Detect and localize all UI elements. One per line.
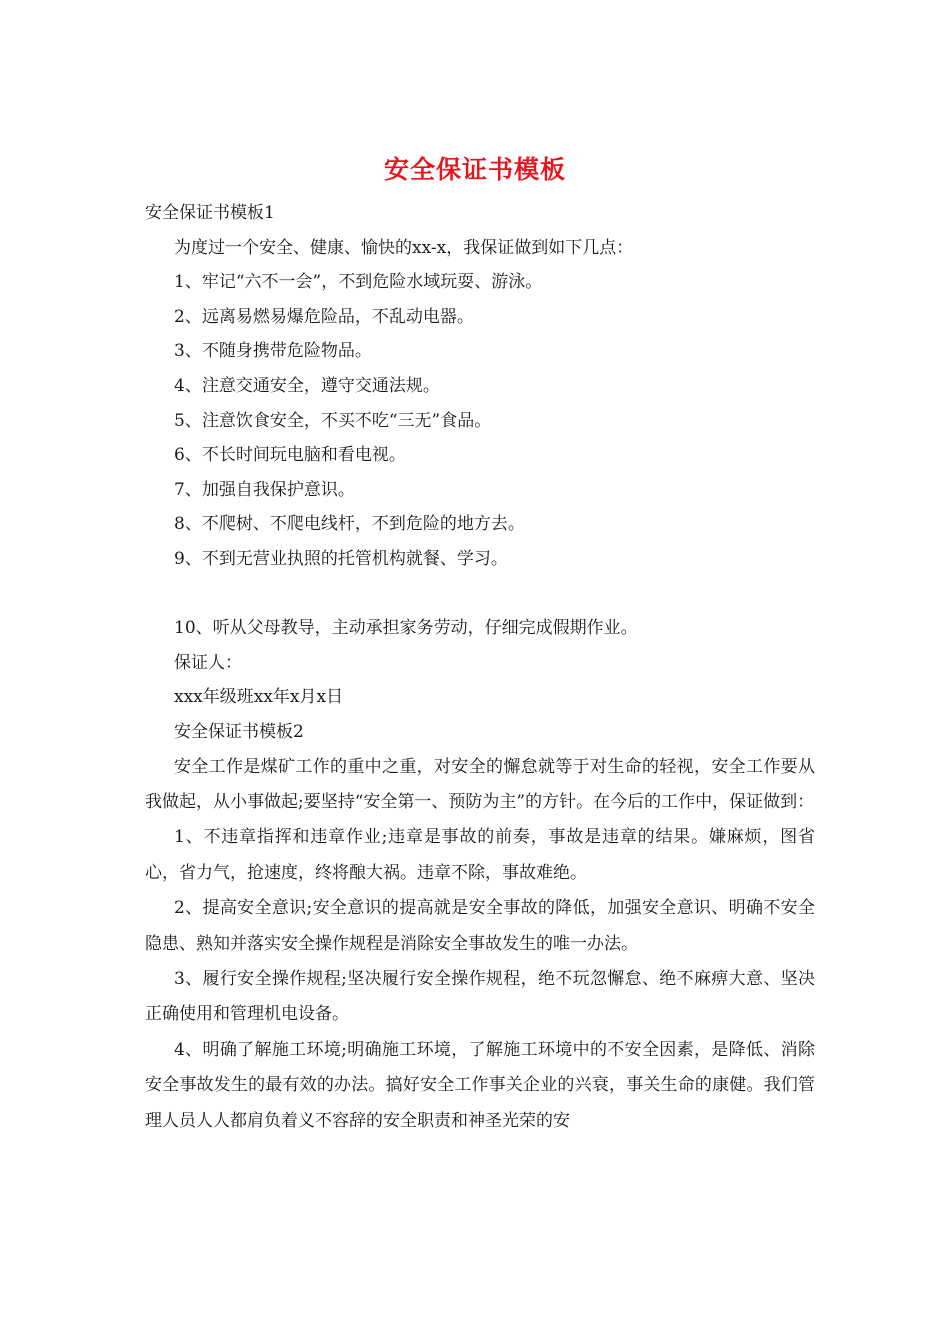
list-item: 2、远离易燃易爆危险品，不乱动电器。: [174, 306, 474, 327]
blank-line: [145, 577, 815, 612]
paragraph: 2、提高安全意识;安全意识的提高就是安全事故的降低，加强安全意识、明确不安全隐患、熟知并落实安全操作规程是消除安全事故发生的唯一办法。: [145, 898, 815, 954]
list-item: 9、不到无营业执照的托管机构就餐、学习。: [174, 548, 508, 569]
signature-date: xxx年级班xx年x月x日: [174, 687, 344, 708]
list-item: 8、不爬树、不爬电线杆，不到危险的地方去。: [174, 514, 525, 535]
list-item: 3、不随身携带危险物品。: [174, 341, 372, 362]
section1-heading: 安全保证书模板1: [145, 203, 275, 223]
list-item: 5、注意饮食安全，不买不吃“三无”食品。: [174, 410, 492, 431]
list-item: 6、不长时间玩电脑和看电视。: [174, 445, 406, 466]
section2-heading: 安全保证书模板2: [174, 721, 304, 742]
paragraph: 1、不违章指挥和违章作业;违章是事故的前奏，事故是违章的结果。嫌麻烦，图省心，省力气，抢速度，终将酿大祸。违章不除，事故难绝。: [145, 827, 815, 883]
list-item: 4、注意交通安全，遵守交通法规。: [174, 375, 440, 396]
section1-intro: 为度过一个安全、健康、愉快的xx-x，我保证做到如下几点：: [174, 237, 634, 258]
list-item: 10、听从父母教导，主动承担家务劳动，仔细完成假期作业。: [174, 618, 638, 639]
document-title: 安全保证书模板: [383, 155, 566, 184]
list-item: 7、加强自我保护意识。: [174, 479, 355, 500]
paragraph: 3、履行安全操作规程;坚决履行安全操作规程，绝不玩忽懈怠、绝不麻痹大意、坚决正确使用和管理机电设备。: [145, 968, 815, 1025]
list-item: 1、牢记“六不一会”，不到危险水域玩耍、游泳。: [174, 272, 543, 293]
signer-label: 保证人：: [174, 652, 242, 673]
paragraph: 安全工作是煤矿工作的重中之重，对安全的懈怠就等于对生命的轻视，安全工作要从我做起，从小事做起;要坚持“安全第一、预防为主”的方针。在今后的工作中，保证做到：: [145, 756, 815, 812]
paragraph: 4、明确了解施工环境;明确施工环境，了解施工环境中的不安全因素，是降低、消除安全事故发生的最有效的办法。搞好安全工作事关企业的兴衰，事关生命的康健。我们管理人员人人都肩负着义不容辞的安全职责和神圣光荣的安: [145, 1039, 815, 1131]
document-body: [145, 196, 815, 1139]
